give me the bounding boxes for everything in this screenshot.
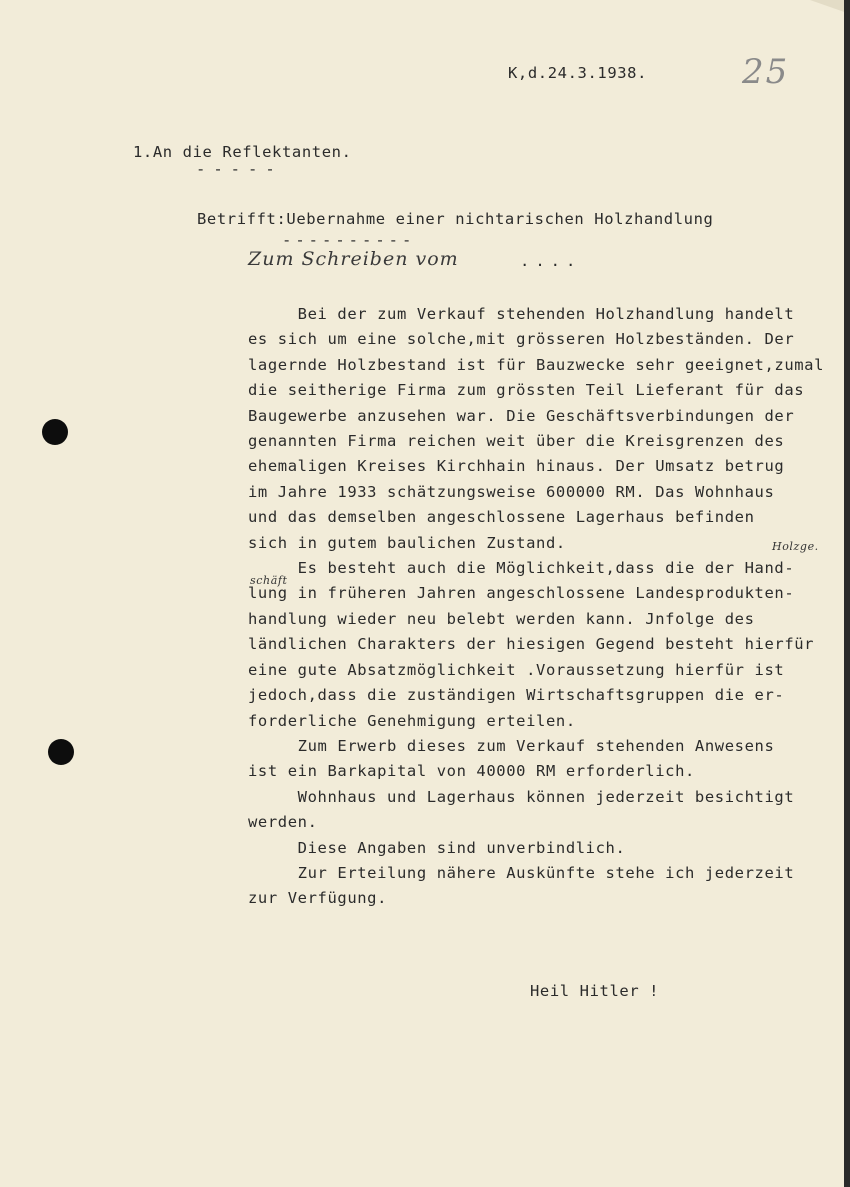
recipient-underline: ----- bbox=[196, 160, 283, 178]
handwritten-dots: .... bbox=[520, 252, 582, 270]
body-line: und das demselben angeschlossene Lagerhaus befinden bbox=[248, 508, 755, 527]
body-line: ehemaligen Kreises Kirchhain hinaus. Der Umsatz betrug bbox=[248, 457, 785, 476]
folio-number: 25 bbox=[742, 52, 790, 92]
handwritten-correction-above: Holzge. bbox=[772, 540, 819, 553]
body-line: jedoch,dass die zuständigen Wirtschaftsgruppen die er- bbox=[248, 686, 785, 705]
document-date: K,d.24.3.1938. bbox=[508, 64, 648, 82]
body-line: eine gute Absatzmöglichkeit .Voraussetzung hierfür ist bbox=[248, 660, 785, 679]
body-line: Wohnhaus und Lagerhaus können jederzeit besichtigt bbox=[248, 787, 795, 806]
subject-line: Betrifft:Uebernahme einer nichtarischen Holzhandlung bbox=[197, 210, 714, 228]
body-line: genannten Firma reichen weit über die Kreisgrenzen des bbox=[248, 432, 785, 451]
body-line: ländlichen Charakters der hiesigen Gegend besteht hierfür bbox=[248, 635, 815, 654]
body-line: forderliche Genehmigung erteilen. bbox=[248, 711, 576, 730]
punch-hole-icon bbox=[42, 419, 68, 445]
body-line: es sich um eine solche,mit grösseren Holzbeständen. Der bbox=[248, 330, 795, 349]
subject-underline: ---------- bbox=[282, 231, 416, 249]
body-line: Bei der zum Verkauf stehenden Holzhandlung handelt bbox=[248, 305, 795, 323]
body-line: die seitherige Firma zum grössten Teil Lieferant für das bbox=[248, 381, 805, 400]
body-line: handlung wieder neu belebt werden kann. Jnfolge des bbox=[248, 609, 755, 628]
body-line: im Jahre 1933 schätzungsweise 600000 RM. Das Wohnhaus bbox=[248, 482, 775, 501]
body-line: Zur Erteilung nähere Auskünfte stehe ich jederzeit bbox=[248, 863, 795, 882]
body-line: werden. bbox=[248, 813, 318, 832]
body-line: Diese Angaben sind unverbindlich. bbox=[248, 838, 626, 857]
body-line: Baugewerbe anzusehen war. Die Geschäftsverbindungen der bbox=[248, 406, 795, 425]
letter-body bbox=[248, 302, 848, 912]
body-line: Es besteht auch die Möglichkeit,dass die der Hand- bbox=[248, 559, 795, 578]
handwritten-correction-margin: schäft bbox=[250, 574, 288, 587]
body-line: ist ein Barkapital von 40000 RM erforderlich. bbox=[248, 762, 695, 781]
recipient-line: 1.An die Reflektanten. bbox=[133, 143, 352, 161]
salutation: Heil Hitler ! bbox=[530, 982, 660, 1000]
body-line: sich in gutem baulichen Zustand. bbox=[248, 533, 566, 552]
body-line: lagernde Holzbestand ist für Bauzwecke sehr geeignet,zumal bbox=[248, 355, 825, 374]
body-line: Zum Erwerb dieses zum Verkauf stehenden Anwesens bbox=[248, 736, 775, 755]
body-line: lung in früheren Jahren angeschlossene Landesprodukten- bbox=[248, 584, 795, 603]
body-line: zur Verfügung. bbox=[248, 889, 388, 908]
punch-hole-icon bbox=[48, 739, 74, 765]
handwritten-note: Zum Schreiben vom bbox=[248, 248, 459, 270]
